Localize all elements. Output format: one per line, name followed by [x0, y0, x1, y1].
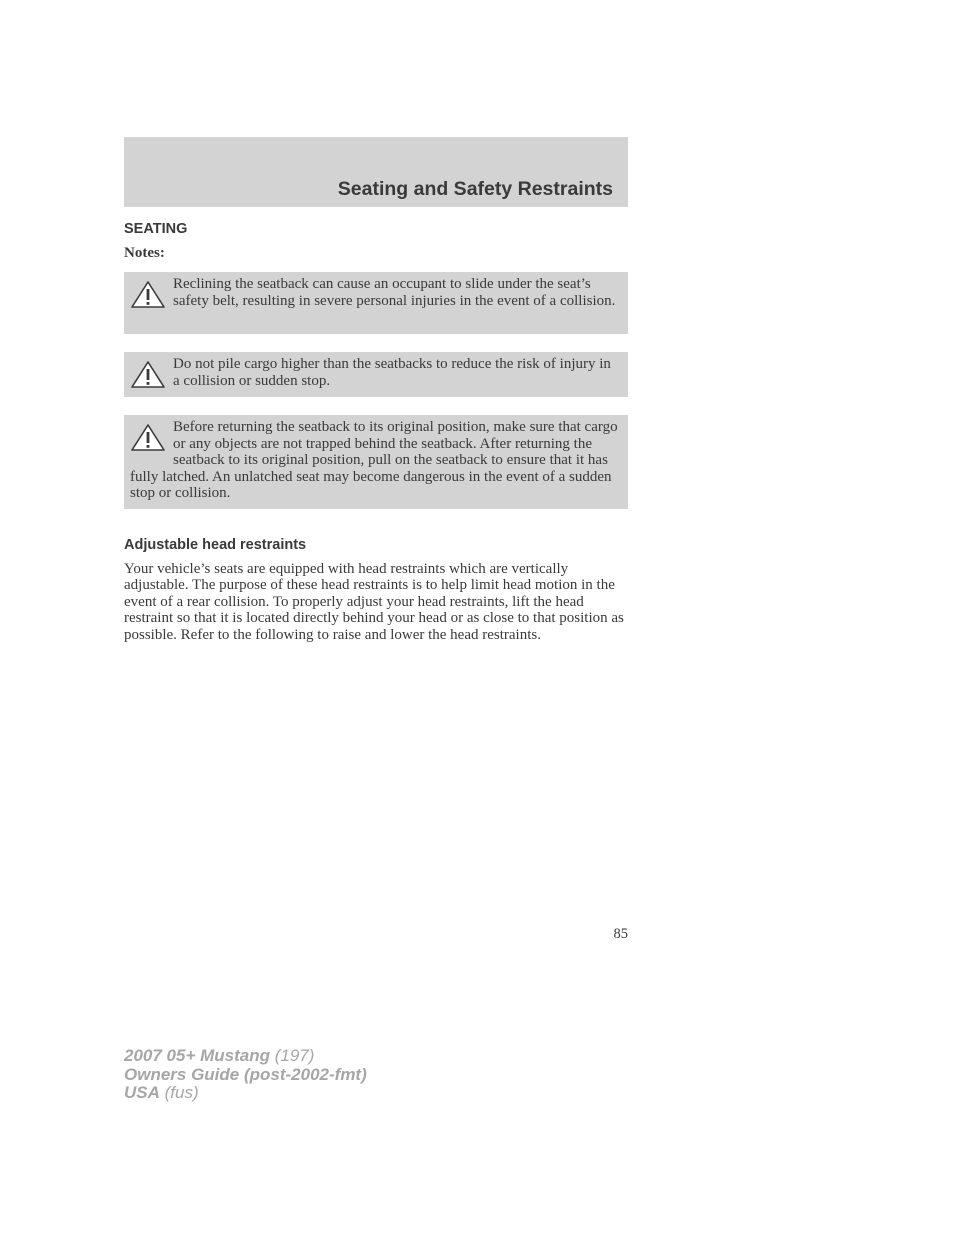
header-band: [124, 137, 628, 207]
warning-text: Reclining the seatback can cause an occupant to slide under the seat’s safety belt, resulting in severe personal injuries in the event of a collision.: [173, 276, 616, 309]
footer-line-3: [124, 1084, 367, 1103]
footer-market: USA: [124, 1083, 160, 1102]
footer-guide: Owners Guide (post-2002-fmt): [124, 1064, 367, 1084]
warning-triangle-icon: [130, 280, 166, 310]
page-number: 85: [613, 926, 628, 942]
warning-box: [124, 352, 628, 397]
body-paragraph: Your vehicle’s seats are equipped with head restraints which are vertically adjustable. The purpose of these head restraints is to help limit head motion in the event of a rear collision. To properly adjust your head restraints, lift the head restraint so that it is located directly behind your head or as close to that position as possible. Refer to the following to raise and lower the head restraints.: [124, 561, 624, 643]
footer-market-code: (fus): [159, 1083, 199, 1102]
warning-triangle-icon: [130, 423, 166, 453]
warning-box: [124, 272, 628, 334]
warning-text: Do not pile cargo higher than the seatbacks to reduce the risk of injury in a collision or sudden stop.: [173, 356, 611, 389]
warning-box: [124, 415, 628, 509]
notes-label: Notes:: [124, 245, 165, 261]
footer: [124, 1047, 367, 1103]
page-title: Seating and Safety Restraints: [337, 178, 613, 200]
warning-text: Before returning the seatback to its original position, make sure that cargo or any objects are not trapped behind the seatback. After returning the seatback to its original position, pull on the seatback to ensure that it has fully latched. An unlatched seat may become dangerous in the event of a sudden stop or collision.: [130, 419, 618, 501]
footer-model: 2007 05+ Mustang: [124, 1046, 270, 1065]
warning-triangle-icon: [130, 360, 166, 390]
subsection-heading: Adjustable head restraints: [124, 537, 307, 553]
footer-line-1: [124, 1047, 367, 1066]
section-heading: SEATING: [124, 221, 188, 237]
footer-line-2: [124, 1066, 367, 1085]
footer-model-code: (197): [270, 1046, 315, 1065]
